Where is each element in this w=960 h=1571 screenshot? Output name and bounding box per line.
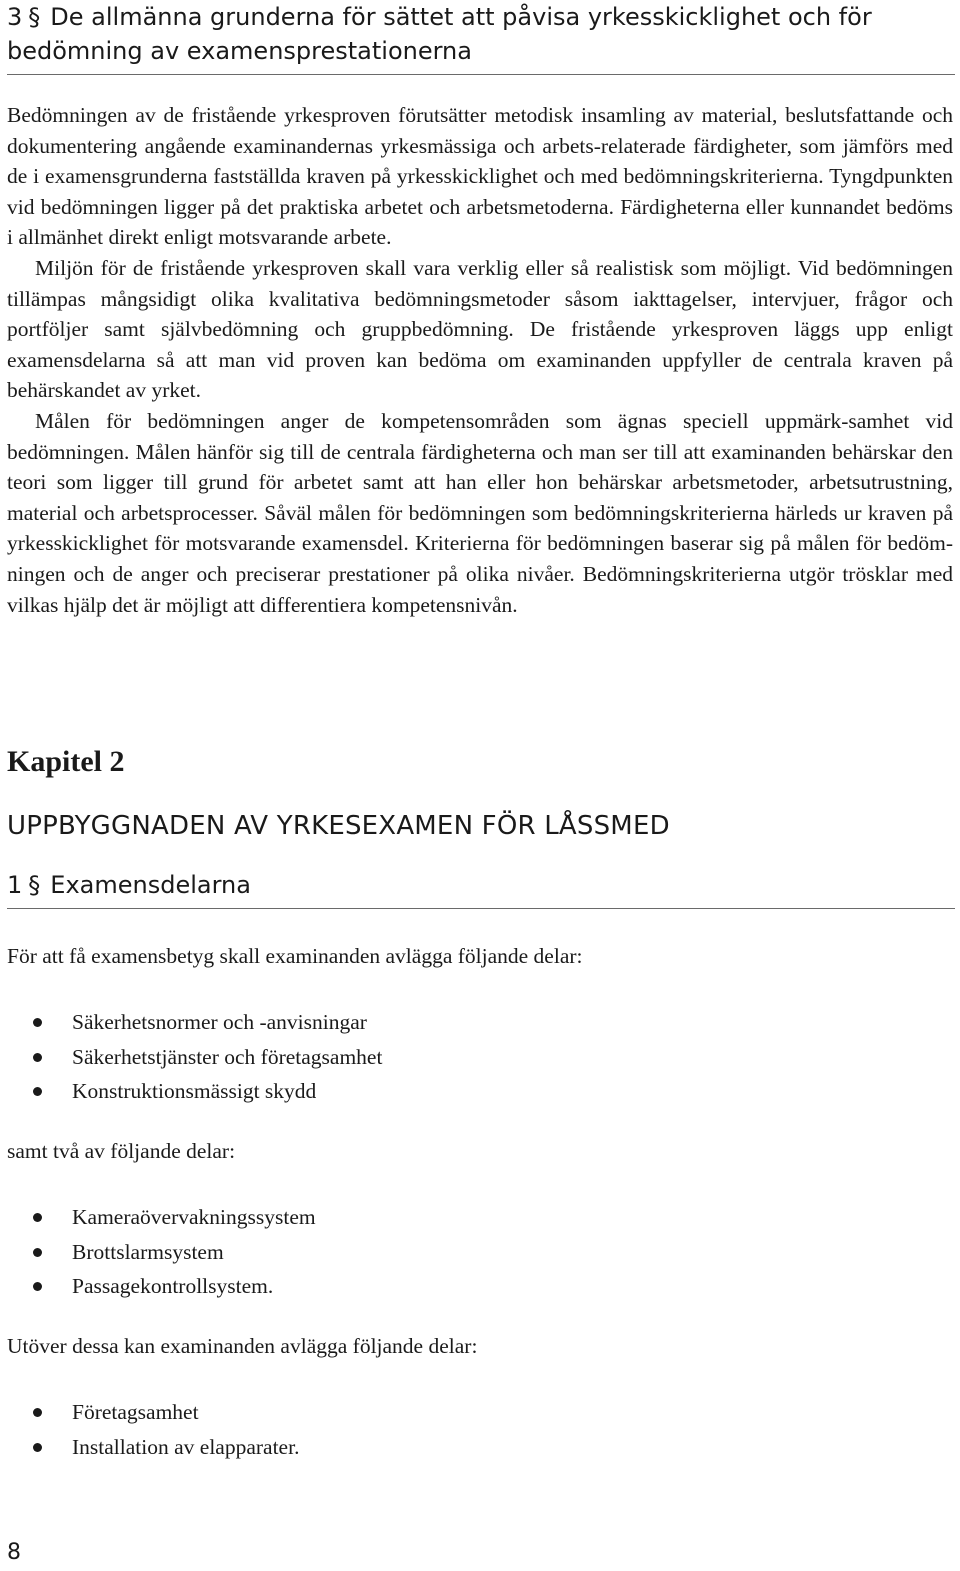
list-item-label: Säkerhetsnormer och -anvisningar (72, 1010, 367, 1034)
list-item (7, 1430, 299, 1465)
bullet-icon (33, 1018, 42, 1027)
list-item (7, 1395, 299, 1430)
list-item (7, 1200, 316, 1235)
section-1-heading (7, 868, 955, 909)
chapter-label: Kapitel 2 (7, 745, 125, 778)
section-number: 3 (7, 3, 23, 31)
optional-parts-list (7, 1395, 299, 1464)
list-item (7, 1074, 382, 1109)
section-symbol: § (28, 871, 41, 899)
choice-parts-list (7, 1200, 316, 1304)
list-item-label: Företagsamhet (72, 1400, 199, 1424)
required-parts-list (7, 1005, 382, 1109)
intro-required-parts: För att få examensbetyg skall examinanden avlägga följande delar: (7, 944, 583, 968)
section-title: Examensdelarna (50, 871, 251, 899)
list-item-label: Konstruktionsmässigt skydd (72, 1079, 317, 1103)
intro-choice-parts: samt två av följande delar: (7, 1139, 236, 1163)
bullet-icon (33, 1053, 42, 1062)
section-title: De allmänna grunderna för sättet att påvisa yrkesskicklighet och för bedömning av examensprestationerna (7, 3, 872, 65)
bullet-icon (33, 1282, 42, 1291)
intro-optional-parts: Utöver dessa kan examinanden avlägga följande delar: (7, 1334, 478, 1358)
chapter-title: UPPBYGGNADEN AV YRKESEXAMEN FÖR LÅSSMED (7, 811, 670, 841)
list-item-label: Brottslarmsystem (72, 1239, 224, 1264)
bullet-icon (33, 1248, 42, 1257)
page-number: 8 (7, 1540, 21, 1565)
list-item (7, 1235, 316, 1270)
section-symbol: § (28, 3, 41, 31)
section-number: 1 (7, 871, 23, 899)
bullet-icon (33, 1213, 42, 1222)
list-item-label: Kameraövervakningssystem (72, 1205, 316, 1229)
paragraph-assessment-goals: Målen för bedömningen anger de kompetensområden som ägnas speciell uppmärk-samhet vid bedömningen. Målen hänför sig till de centrala färdigheterna och man ser till att examinanden behärskar den teori som ligger till grund för arbetet samt att han eller hon behärskar arbetsmetoder, arbetsutrustning, material och arbetsprocesser. Såväl målen för bedömningen som bedömningskriterierna härleds ur kraven på yrkesskicklighet för motsvarande examensdel. Kriterierna för bedömningen baserar sig på målen för bedöm-ningen och de anger och preciserar prestationer på olika nivåer. Bedömningskriterierna utgör trösklar med vilkas hjälp det är möjligt att differentiera kompetensnivån. (7, 408, 953, 617)
section-3-heading (7, 0, 955, 75)
list-item-label: Installation av elapparater. (72, 1434, 300, 1459)
list-item (7, 1040, 382, 1075)
bullet-icon (33, 1087, 42, 1096)
bullet-icon (33, 1443, 42, 1452)
bullet-icon (33, 1408, 42, 1417)
list-item (7, 1005, 382, 1040)
list-item-label: Säkerhetstjänster och företagsamhet (72, 1044, 383, 1069)
section-3-body (7, 100, 953, 620)
list-item (7, 1269, 316, 1304)
list-item-label: Passagekontrollsystem. (72, 1274, 274, 1298)
paragraph-assessment-basis: Bedömningen av de fristående yrkesproven förutsätter metodisk insamling av material, beslutsfattande och dokumentering angående examinandernas yrkesmässiga och arbets-relaterade färdigheter, som jämförs med de i examensgrunderna fastställda kraven på yrkesskicklighet och med bedömningskriterierna. Tyngdpunkten vid bedömningen ligger på det praktiska arbetet och arbetsmetoderna. Färdigheterna eller kunnandet bedöms i allmänhet direkt enligt motsvarande arbete. (7, 103, 953, 250)
paragraph-environment: Miljön för de fristående yrkesproven skall vara verklig eller så realistisk som möjligt. Vid bedömningen tillämpas mångsidigt olika kvalitativa bedömningsmetoder såsom iakttagelser, intervjuer, frågor och portföljer samt självbedömning och gruppbedömning. De fristående yrkesproven läggs upp enligt examensdelarna så att man vid proven kan bedöma om examinanden uppfyller de centrala kraven på behärskandet av yrket. (7, 255, 953, 403)
